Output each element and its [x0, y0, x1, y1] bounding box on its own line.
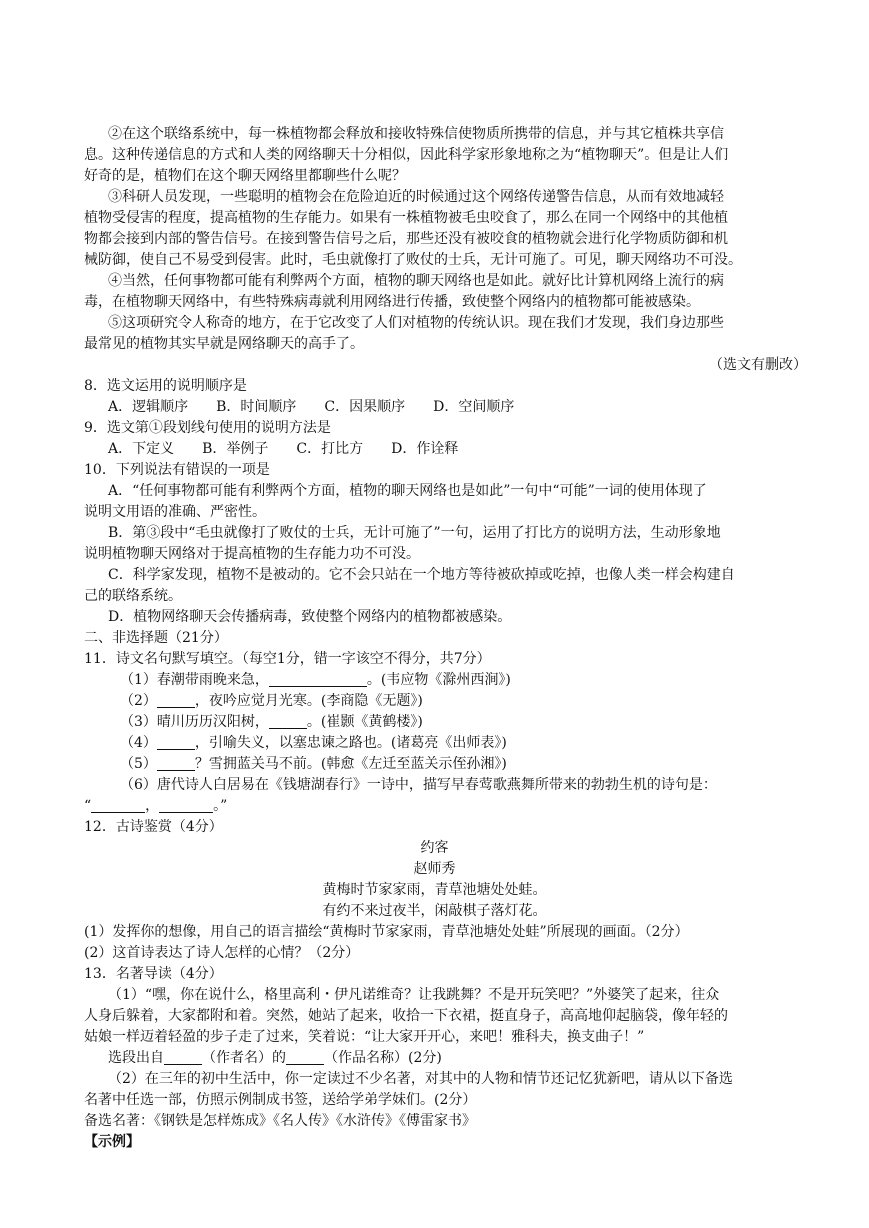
q11-item-5-blank[interactable] [157, 756, 195, 771]
q12-subquestion-2: (2）这首诗表达了诗人怎样的心情？（2分） [84, 945, 360, 961]
poem-line-1: 黄梅时节家家雨，青草池塘处处蛙。 [322, 882, 547, 898]
q11-item-2-prefix: （2） [120, 693, 157, 709]
q13-author-blank[interactable] [164, 1050, 202, 1065]
q11-item-5-prefix: （5） [120, 756, 157, 772]
q11-item-3-suffix: 。(崔颢《黄鹤楼》) [306, 714, 423, 730]
q11-item-6-line1: （6）唐代诗人白居易在《钱塘湖春行》一诗中，描写早春莺歌燕舞所带来的勃勃生机的诗句是： [120, 777, 717, 793]
q11-item-6-open-quote: “ [84, 798, 92, 814]
q9-options: A．下定义 B．举例子 C．打比方 D．作诠释 [108, 441, 459, 457]
q11-item-1-prefix: （1）春潮带雨晚来急， [120, 672, 269, 688]
poem-title: 约客 [420, 840, 449, 856]
q11-item-4-prefix: （4） [120, 735, 157, 751]
q10-option-d-line1: D．植物网络聊天会传播病毒，致使整个网络内的植物都被感染。 [108, 609, 512, 625]
q11-item-4-blank[interactable] [157, 735, 195, 750]
passage-p4-line2: 毒，在植物聊天网络中，有些特殊病毒就利用网络进行传播，致使整个网络内的植物都可能被感染。 [84, 294, 700, 310]
q13-example-label: 【示例】 [84, 1134, 140, 1150]
q13-excerpt-line1: （1）“嘿，你在说什么，格里高利・伊凡诺维奇？让我跳舞？不是开玩笑吧？”外婆笑了起来，往众 [108, 987, 720, 1003]
q13-source-line [108, 1048, 442, 1068]
passage-p3-line2: 植物受侵害的程度，提高植物的生存能力。如果有一株植物被毛虫咬食了，那么在同一个网络中的其他植 [84, 210, 728, 226]
q12-subquestion-1: (1）发挥你的想像，用自己的语言描绘“黄梅时节家家雨，青草池塘处处蛙”所展现的画面。（2分） [84, 924, 689, 940]
passage-p4-line1: ④当然，任何事物都可能有利弊两个方面，植物的聊天网络也是如此。就好比计算机网络上流行的病 [108, 273, 724, 289]
q12-stem: 12．古诗鉴赏（4分） [84, 819, 223, 835]
passage-p3-line1: ③科研人员发现，一些聪明的植物会在危险迫近的时候通过这个网络传递警告信息，从而有效地减轻 [108, 189, 724, 205]
passage-p3-line3: 物都会接到内部的警告信号。在接到警告信号之后，那些还没有被咬食的植物就会进行化学物质防御和机 [84, 231, 728, 247]
q11-item-6-blank-1[interactable] [91, 798, 145, 813]
q10-option-a-line1: A．“任何事物都可能有利弊两个方面，植物的聊天网络也是如此”一句中“可能”一词的使用体现了 [108, 483, 707, 499]
q13-task-line2: 名著中任选一部，仿照示例制成书签，送给学弟学妹们。(2分） [84, 1092, 477, 1108]
q11-item-6-comma: ， [145, 798, 160, 814]
passage-p5-line2: 最常见的植物其实早就是网络聊天的高手了。 [84, 336, 364, 352]
q13-source-prefix: 选段出自 [108, 1050, 164, 1066]
poem-line-2: 有约不来过夜半，闲敲棋子落灯花。 [322, 903, 547, 919]
q8-stem: 8．选文运用的说明顺序是 [84, 378, 247, 394]
q11-item-6-line2 [84, 796, 227, 816]
q8-options: A．逻辑顺序 B．时间顺序 C．因果顺序 D．空间顺序 [108, 399, 515, 415]
section-2-heading: 二、非选择题（21分） [84, 630, 228, 646]
q10-option-c-line1: C．科学家发现，植物不是被动的。它不会只站在一个地方等待被砍掉或吃掉，也像人类一样会构建自 [108, 567, 735, 583]
q11-item-3-prefix: （3）晴川历历汉阳树， [120, 714, 269, 730]
q11-item-4-suffix: ，引喻失义，以塞忠谏之路也。(诸葛亮《出师表》) [194, 735, 507, 751]
passage-p5-line1: ⑤这项研究令人称奇的地方，在于它改变了人们对植物的传统认识。现在我们才发现，我们身边那些 [108, 315, 724, 331]
q10-option-b-line1: B．第③段中“毛虫就像打了败仗的士兵，无计可施了”一句，运用了打比方的说明方法，生动形象地 [108, 525, 721, 541]
q10-option-c-line2: 己的联络系统。 [84, 588, 182, 604]
q11-item-3 [120, 712, 423, 732]
q11-item-2-blank[interactable] [157, 693, 195, 708]
q13-source-middle: （作者名）的 [202, 1050, 286, 1066]
q11-item-1-suffix: 。(韦应物《滁州西涧》) [366, 672, 511, 688]
q11-item-2-suffix: ，夜吟应觉月光寒。(李商隐《无题》) [194, 693, 423, 709]
q11-stem: 11．诗文名句默写填空。（每空1分，错一字该空不得分，共7分） [84, 651, 491, 667]
q10-stem: 10．下列说法有错误的一项是 [84, 462, 270, 478]
q11-item-3-blank[interactable] [269, 714, 307, 729]
passage-note: （选文有删改） [709, 357, 807, 373]
q11-item-6-blank-2[interactable] [159, 798, 213, 813]
q13-title-blank[interactable] [286, 1050, 324, 1065]
q13-stem: 13．名著导读（4分） [84, 966, 223, 982]
q10-option-b-line2: 说明植物聊天网络对于提高植物的生存能力功不可没。 [84, 546, 420, 562]
q13-source-suffix: （作品名称）(2分) [324, 1050, 442, 1066]
q10-option-a-line2: 说明文用语的准确、严密性。 [84, 504, 266, 520]
q13-excerpt-line3: 姑娘一样迈着轻盈的步子走了过来，笑着说：“让大家开开心，来吧！雅科夫，换支曲子！” [84, 1029, 645, 1045]
q11-item-4 [120, 733, 507, 753]
q13-book-list: 备选名著：《钢铁是怎样炼成》《名人传》《水浒传》《傅雷家书》 [84, 1113, 476, 1129]
passage-p2-line3: 好奇的是，植物们在这个聊天网络里都聊些什么呢？ [84, 168, 406, 184]
poem-author: 赵师秀 [413, 861, 456, 877]
q11-item-5-suffix: ？雪拥蓝关马不前。(韩愈《左迁至蓝关示侄孙湘》) [194, 756, 507, 772]
q13-excerpt-line2: 人身后躲着，大家都附和着。突然，她站了起来，收拾一下衣裙，挺直身子，高高地仰起脑袋，像年轻的 [84, 1008, 728, 1024]
q11-item-1-blank[interactable] [269, 672, 367, 687]
q13-task-line1: （2）在三年的初中生活中，你一定读过不少名著，对其中的人物和情节还记忆犹新吧，请从以下备选 [108, 1071, 733, 1087]
q11-item-2 [120, 691, 423, 711]
q11-item-1 [120, 670, 511, 690]
passage-p3-line4: 械防御，使自己不易受到侵害。此时，毛虫就像打了败仗的士兵，无计可施了。可见，聊天网络功不可没。 [84, 252, 742, 268]
q9-stem: 9．选文第①段划线句使用的说明方法是 [84, 420, 331, 436]
q11-item-6-close-quote: 。” [213, 798, 228, 814]
passage-p2-line1: ②在这个联络系统中，每一株植物都会释放和接收特殊信使物质所携带的信息，并与其它植株共享信 [108, 126, 724, 142]
passage-p2-line2: 息。这种传递信息的方式和人类的网络聊天十分相似，因此科学家形象地称之为“植物聊天”。但是让人们 [84, 147, 729, 163]
q11-item-5 [120, 754, 507, 774]
